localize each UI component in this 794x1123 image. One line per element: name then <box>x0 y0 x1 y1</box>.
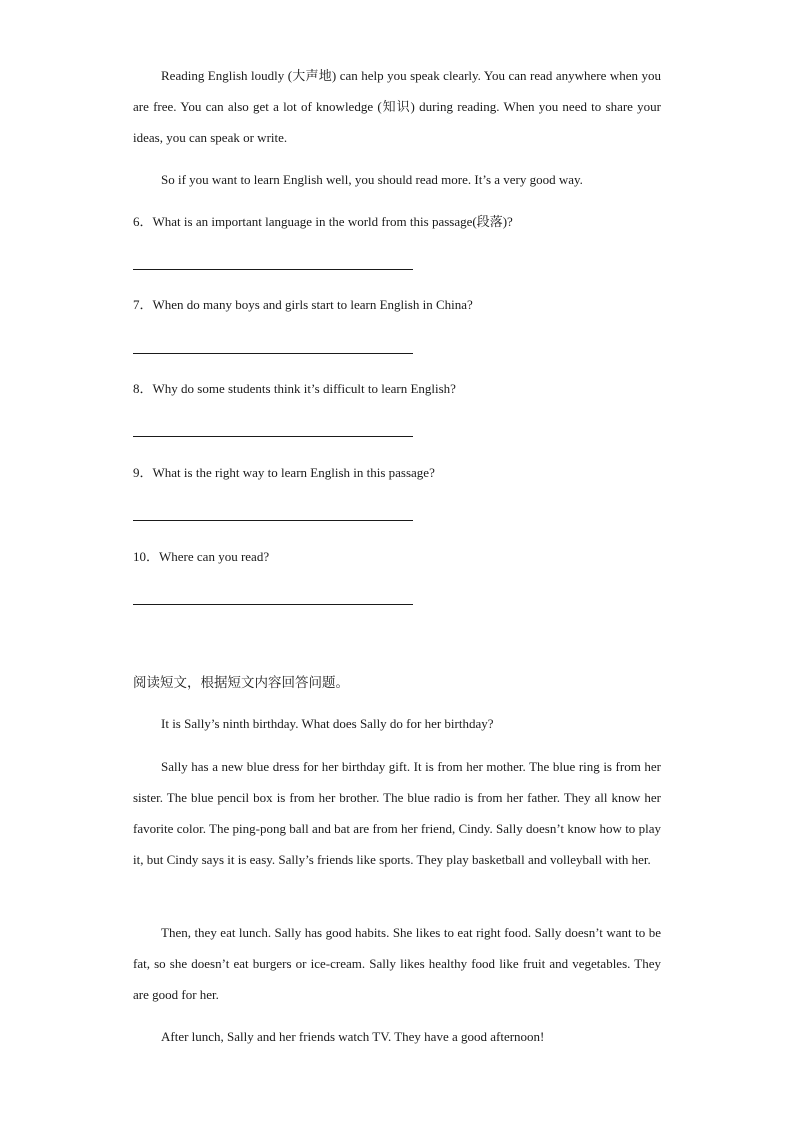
question-10 <box>133 547 269 567</box>
answer-line-9[interactable] <box>133 520 413 521</box>
answer-line-7[interactable] <box>133 353 413 354</box>
section-intro: It is Sally’s ninth birthday. What does Sally do for her birthday? <box>161 716 494 731</box>
answer-line-6[interactable] <box>133 269 413 270</box>
question-number: 9． <box>133 465 153 480</box>
passage-paragraph: So if you want to learn English well, you should read more. It’s a very good way. <box>161 172 583 187</box>
question-number: 7． <box>133 297 153 312</box>
question-text: Where can you read? <box>159 549 270 564</box>
question-text: What is the right way to learn English in this passage? <box>152 465 435 480</box>
question-number: 8． <box>133 381 153 396</box>
question-number: 10． <box>133 549 160 564</box>
question-number: 6． <box>133 214 153 229</box>
question-text: Why do some students think it’s difficult to learn English? <box>152 381 456 396</box>
question-9 <box>133 463 435 483</box>
passage-paragraph: After lunch, Sally and her friends watch TV. They have a good afternoon! <box>161 1029 545 1044</box>
question-7 <box>133 295 473 315</box>
question-text: What is an important language in the world from this passage(段落)? <box>152 214 513 229</box>
question-6 <box>133 212 513 232</box>
answer-line-10[interactable] <box>133 604 413 605</box>
question-text: When do many boys and girls start to learn English in China? <box>152 297 473 312</box>
passage-paragraph: Sally has a new blue dress for her birthday gift. It is from her mother. The blue ring is from her sister. The blue pencil box is from her brother. The blue radio is from her father. They all know her favorite color. The ping-pong ball and bat are from her friend, Cindy. Sally doesn’t know how to play it, but Cindy says it is easy. Sally’s friends like sports. They play basketball and volleyball with her. <box>133 759 661 867</box>
passage-paragraph: Reading English loudly (大声地) can help you speak clearly. You can read anywhere when you are free. You can also get a lot of knowledge (知识) during reading. When you need to share your ideas, you can speak or write. <box>133 68 661 145</box>
section-instruction: 阅读短文，根据短文内容回答问题。 <box>133 675 349 691</box>
passage-paragraph: Then, they eat lunch. Sally has good habits. She likes to eat right food. Sally doesn’t want to be fat, so she doesn’t eat burgers or ice-cream. Sally likes healthy food like fruit and vegetables. They are good for her. <box>133 925 661 1002</box>
answer-line-8[interactable] <box>133 436 413 437</box>
question-8 <box>133 379 456 399</box>
